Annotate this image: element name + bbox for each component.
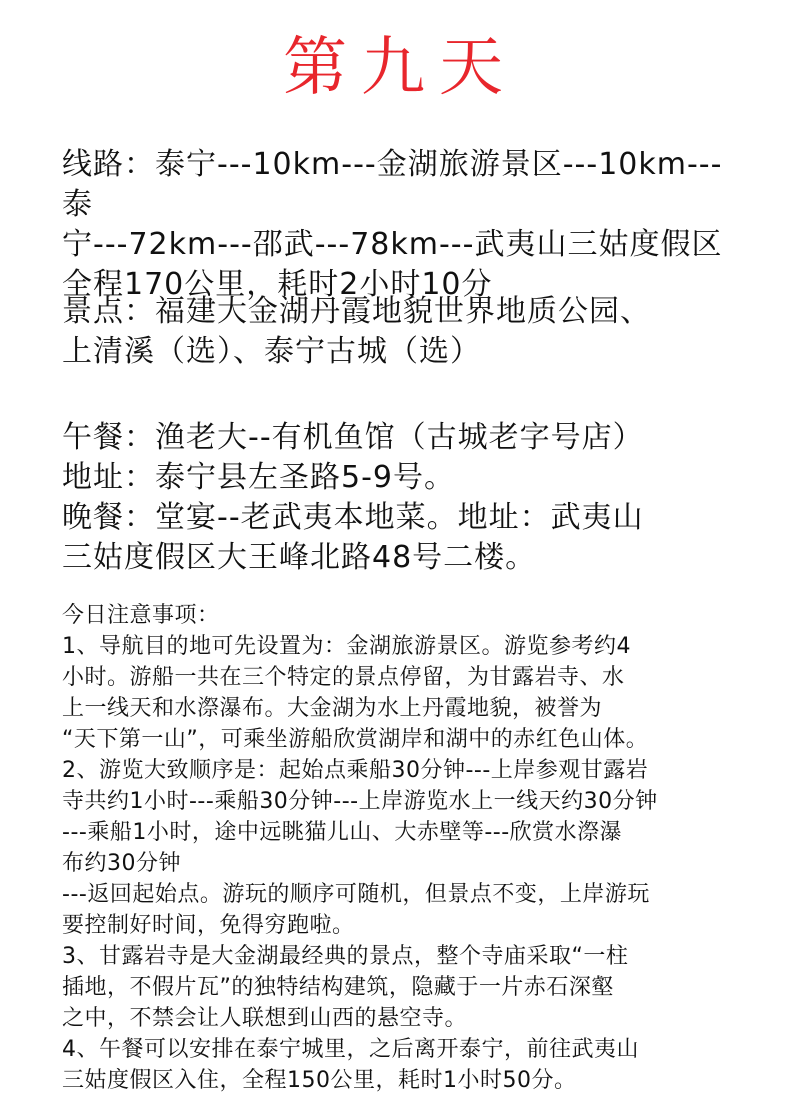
notes-section [62, 600, 777, 1096]
route-line: 线路：泰宁---10km---金湖旅游景区---10km---泰 [62, 147, 723, 222]
notes-line: 布约30分钟 [62, 851, 181, 876]
route-total: 全程170公里，耗时2小时10分 [62, 267, 493, 302]
notes-line: ---乘船1小时，途中远眺猫儿山、大赤壁等---欣赏水漈瀑 [62, 820, 623, 845]
notes-line: 4、午餐可以安排在泰宁城里，之后离开泰宁，前往武夷山 [62, 1037, 639, 1062]
scenic-line: 上清溪（选）、泰宁古城（选） [62, 334, 481, 369]
scenic-line: 景点：福建大金湖丹霞地貌世界地质公园、 [62, 294, 651, 329]
notes-line: 3、甘露岩寺是大金湖最经典的景点，整个寺庙采取“一柱 [62, 944, 629, 969]
notes-line: “天下第一山”，可乘坐游船欣赏湖岸和湖中的赤红色山体。 [62, 727, 649, 752]
notes-line: 2、游览大致顺序是：起始点乘船30分钟---上岸参观甘露岩 [62, 758, 649, 783]
notes-line: 三姑度假区入住，全程150公里，耗时1小时50分。 [62, 1068, 577, 1093]
route-line: 宁---72km---邵武---78km---武夷山三姑度假区 [62, 227, 723, 262]
notes-line: 小时。游船一共在三个特定的景点停留，为甘露岩寺、水 [62, 665, 625, 690]
notes-line: 1、导航目的地可先设置为：金湖旅游景区。游览参考约4 [62, 634, 631, 659]
dinner-line: 晚餐：堂宴--老武夷本地菜。地址：武夷山 [62, 500, 644, 535]
notes-line: 插地，不假片瓦”的独特结构建筑，隐藏于一片赤石深壑 [62, 975, 614, 1000]
dinner-address: 三姑度假区大王峰北路48号二楼。 [62, 540, 537, 575]
notes-line: ---返回起始点。游玩的顺序可随机，但景点不变，上岸游玩 [62, 882, 650, 907]
lunch-line: 午餐：渔老大--有机鱼馆（古城老字号店） [62, 420, 644, 455]
route-section [62, 145, 752, 305]
notes-line: 寺共约1小时---乘船30分钟---上岸游览水上一线天约30分钟 [62, 789, 658, 814]
notes-heading: 今日注意事项： [62, 603, 220, 628]
page-title: 第九天 [283, 31, 517, 105]
notes-line: 之中，不禁会让人联想到山西的悬空寺。 [62, 1006, 468, 1031]
notes-line: 要控制好时间，免得穷跑啦。 [62, 913, 355, 938]
scenic-section [62, 292, 752, 372]
notes-line: 上一线天和水漈瀑布。大金湖为水上丹霞地貌，被誉为 [62, 696, 603, 721]
meals-section [62, 418, 752, 578]
lunch-address: 地址：泰宁县左圣路5-9号。 [62, 460, 455, 495]
